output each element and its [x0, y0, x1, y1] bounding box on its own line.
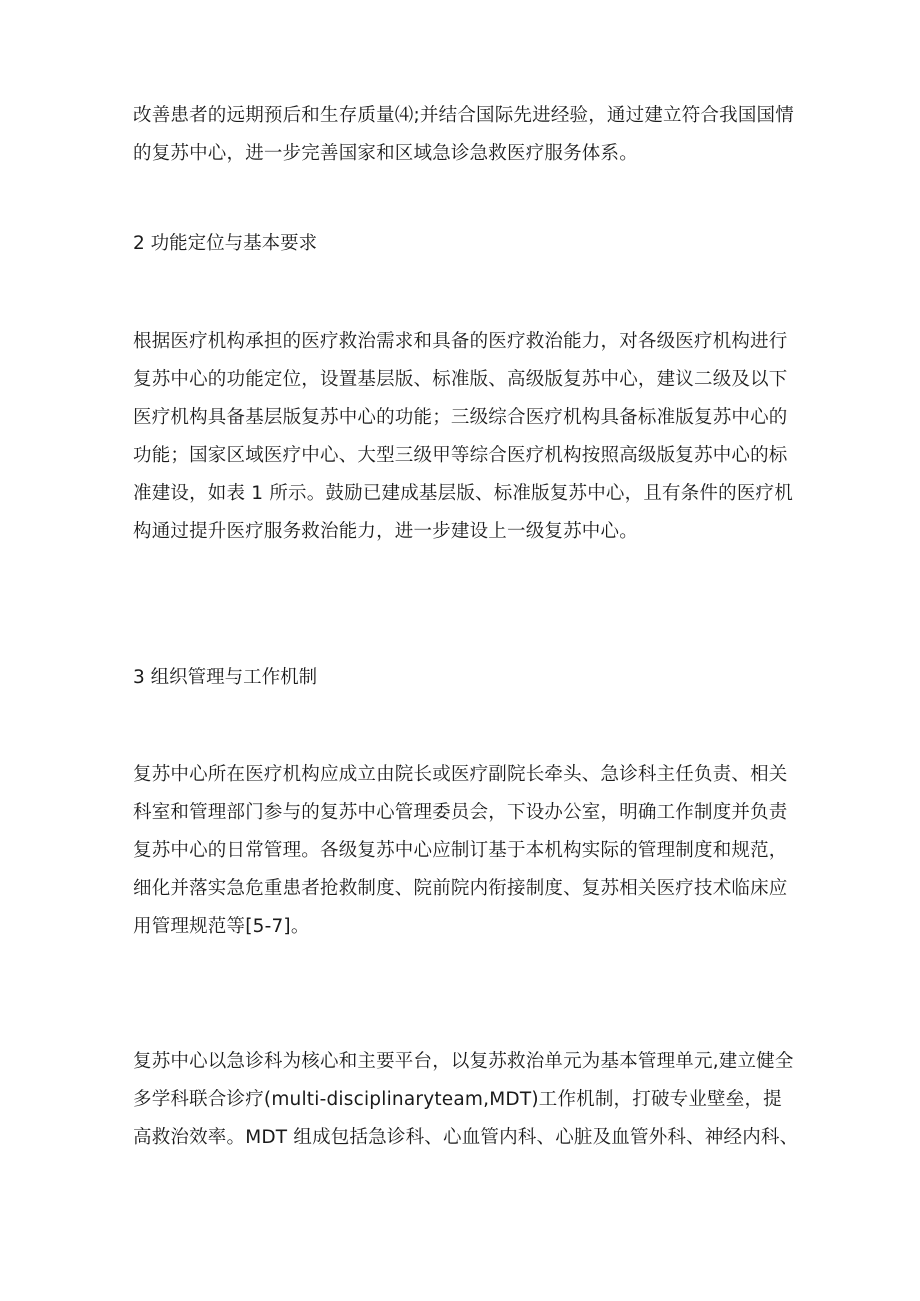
text-line: 复苏中心的功能定位，设置基层版、标准版、高级版复苏中心，建议二级及以下 [133, 369, 788, 390]
text-line: 根据医疗机构承担的医疗救治需求和具备的医疗救治能力，对各级医疗机构进行 [133, 331, 788, 352]
text-line: 准建设，如表 1 所示。鼓励已建成基层版、标准版复苏中心，且有条件的医疗机 [133, 483, 793, 504]
text-line: 多学科联合诊疗(multi-disciplinaryteam,MDT)工作机制，打破专业壁垒，提 [133, 1089, 782, 1110]
section-heading-3: 3 组织管理与工作机制 [133, 667, 318, 688]
text-line: 细化并落实急危重患者抢救制度、院前院内衔接制度、复苏相关医疗技术临床应 [133, 878, 788, 899]
text-line: 复苏中心以急诊科为核心和主要平台，以复苏救治单元为基本管理单元,建立健全 [133, 1051, 794, 1072]
paragraph-organization-management [133, 756, 793, 946]
paragraph-intro-continuation [133, 97, 793, 173]
text-line: 改善患者的远期预后和生存质量⑷;并结合国际先进经验，通过建立符合我国国情 [133, 105, 794, 126]
text-line: 科室和管理部门参与的复苏中心管理委员会，下设办公室，明确工作制度并负责 [133, 802, 788, 823]
text-line: 构通过提升医疗服务救治能力，进一步建设上一级复苏中心。 [133, 521, 638, 542]
text-line: 医疗机构具备基层版复苏中心的功能；三级综合医疗机构具备标准版复苏中心的 [133, 407, 788, 428]
section-heading-2: 2 功能定位与基本要求 [133, 233, 318, 254]
text-line: 的复苏中心，进一步完善国家和区域急诊急救医疗服务体系。 [133, 143, 638, 164]
text-line: 复苏中心所在医疗机构应成立由院长或医疗副院长牵头、急诊科主任负责、相关 [133, 764, 788, 785]
paragraph-function-positioning [133, 323, 793, 551]
text-line: 用管理规范等[5-7]。 [133, 916, 310, 937]
text-line: 功能；国家区域医疗中心、大型三级甲等综合医疗机构按照高级版复苏中心的标 [133, 445, 788, 466]
text-line: 复苏中心的日常管理。各级复苏中心应制订基于本机构实际的管理制度和规范， [133, 840, 788, 861]
text-line: 高救治效率。MDT 组成包括急诊科、心血管内科、心脏及血管外科、神经内科、 [133, 1127, 799, 1148]
paragraph-mdt-mechanism [133, 1043, 799, 1157]
